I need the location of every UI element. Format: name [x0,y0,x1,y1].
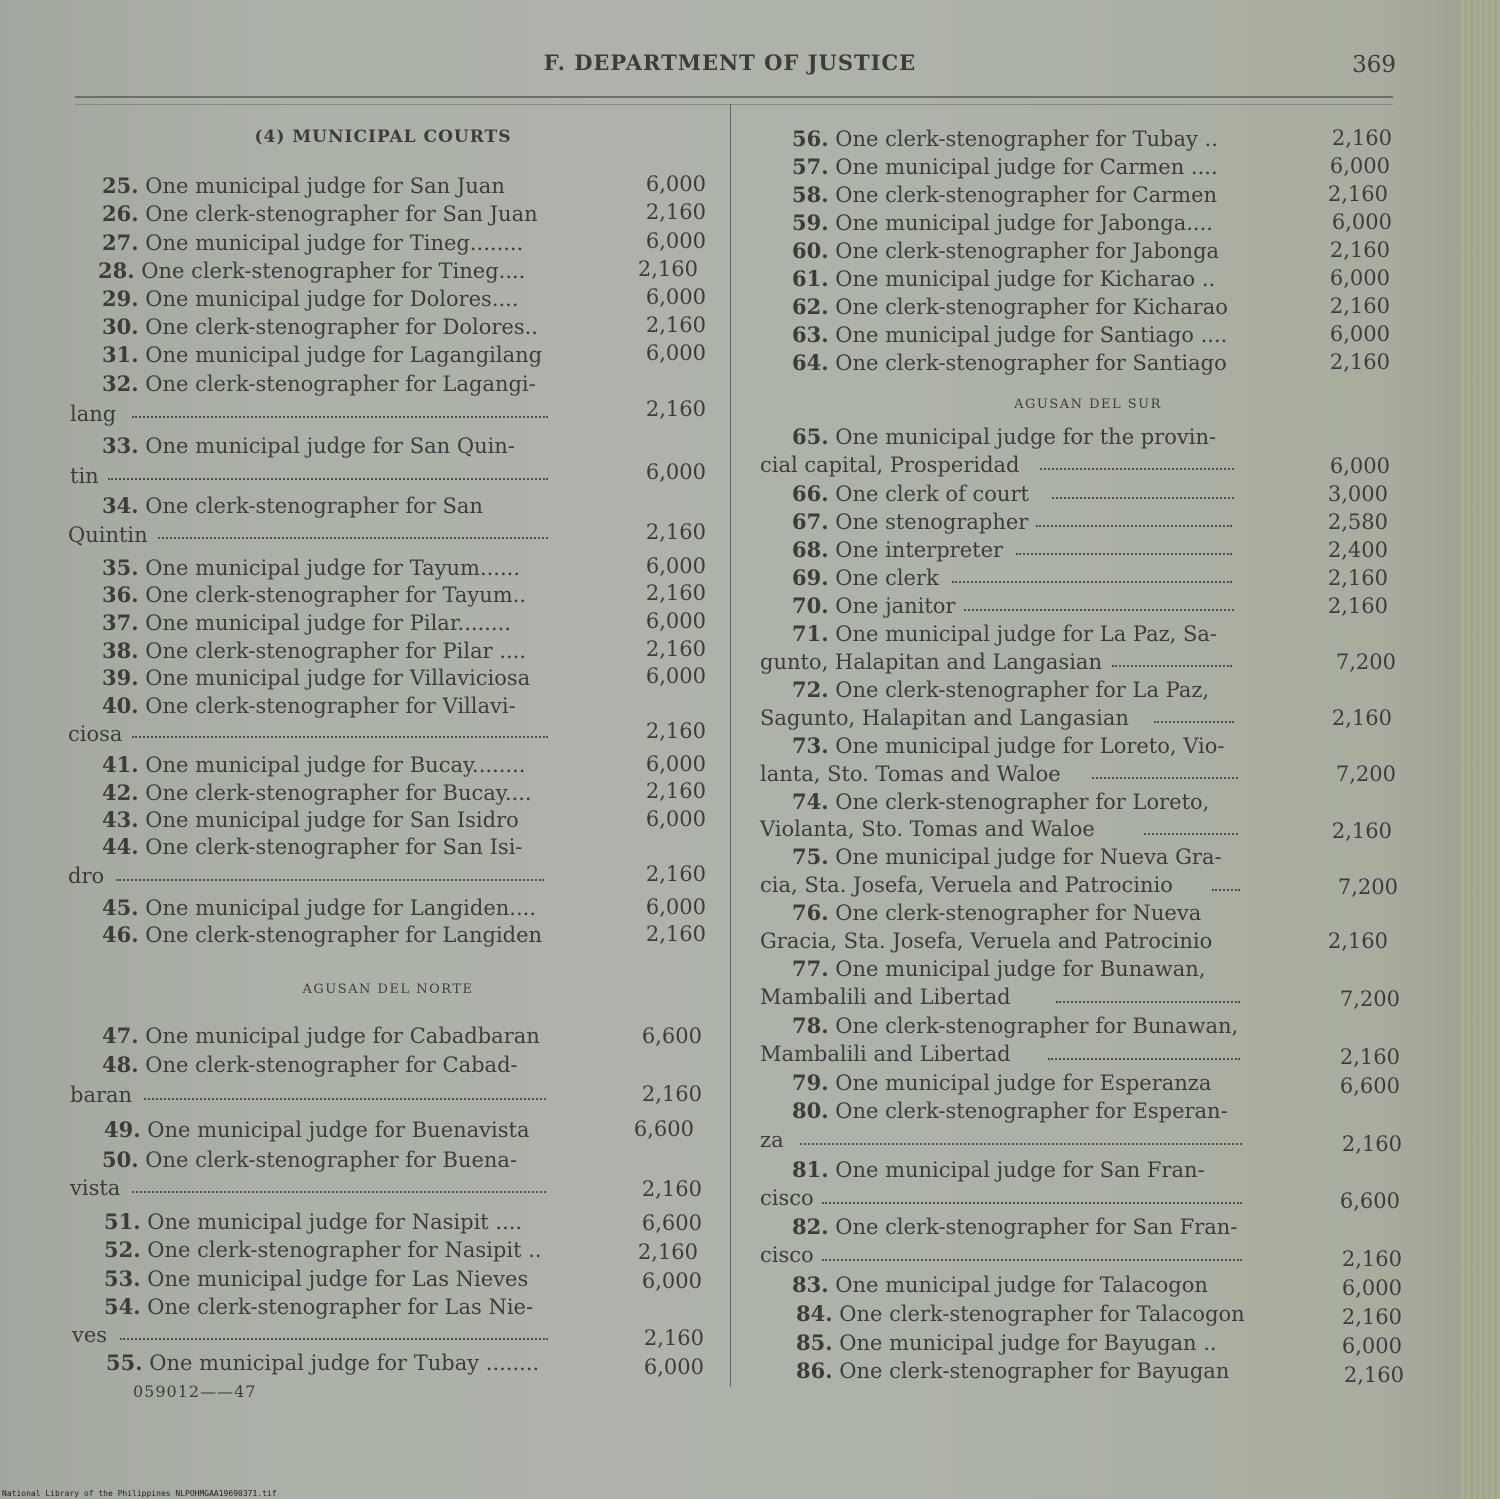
amount: 2,160 [1327,594,1388,618]
dot-leader [120,1338,548,1340]
amount: 6,600 [641,1211,702,1235]
amount: 6,000 [1329,322,1390,346]
amount: 2,160 [643,1326,704,1350]
scanned-page: F. DEPARTMENT OF JUSTICE 369 (4) MUNICIPAL COURTS 25. One municipal judge for San Juan 6,000 26. One clerk-stenographer for San Juan 2,160 27. One municipal judge for Tineg........ 6,000 28. One clerk-stenographer for Tineg.... 2,160 29. One municipal judge for Dolores.... 6,000 30. One clerk-stenographer for Dolores.. 2,160 31. One municipal judge for Lagangilang 6,000 32. One clerk-stenographer for Lagangi- lang 2,160 33. One municipal judge for San Quin- tin 6,000 34. One clerk-stenographer for San Quintin 2,160 35. One municipal judge for Tayum...... 6,000 36. One clerk-stenographer for Tayum.. 2,160 37. One municipal judge for Pilar........ 6,000 38. One clerk-stenographer for Pilar .... 2,160 39. One municipal judge for Villaviciosa 6,000 40. One clerk-stenographer for Villavi- ciosa 2,160 41. One municipal judge for Bucay........ 6,000 42. One clerk-stenographer for Bucay.... 2,160 43. One municipal judge for San Isidro 6,000 44. One clerk-stenographer for San Isi- dro 2,160 45. One municipal judge for Langiden.... 6,000 46. One clerk-stenographer for Langiden 2,160 AGUSAN DEL NORTE 47. One municipal judge for Cabadbaran 6,600 48. One clerk-stenographer for Cabad- baran 2,160 49. One municipal judge for Buenavista 6,600 50. One clerk-stenographer for Buena- vista 2,160 51. One municipal judge for Nasipit .... 6,600 52. One clerk-stenographer for Nasipit .. 2,160 53. One municipal judge for Las Nieves 6,000 54. One clerk-stenographer for Las Nie- ves 2,160 55. One municipal judge for Tubay ........ 6,000 059012——47 56. One clerk-stenographer for Tubay .. 2,160 57. One municipal judge for Carmen .... 6,000 58. One clerk-stenographer for Carmen 2,160 59. One municipal judge for Jabonga.... 6,000 60. One clerk-stenographer for Jabonga 2,160 61. One municipal judge for Kicharao .. 6,000 62. One clerk-stenographer for Kicharao 2,160 63. One municipal judge for Santiago .... 6,000 64. One clerk-stenographer for Santiago 2,160 AGUSAN DEL SUR 65. One municipal judge for the provin- cial capital, Prosperidad 6,000 66. One clerk of court 3,000 67. One stenographer 2,580 68. One interpreter 2,400 69. One clerk 2,160 70. One janitor 2,160 71. One municipal judge for La Paz, Sa- gunto, Halapitan and Langasian 7,200 72. One clerk-stenographer for La Paz, Sagunto, Halapitan and Langasian 2,160 73. One municipal judge for Loreto, Vio- lanta, Sto. Tomas and Waloe 7,200 74. One clerk-stenographer for Loreto, Violanta, Sto. Tomas and Waloe 2,160 75. One municipal judge for Nueva Gra- cia, Sta. Josefa, Veruela and Patrocinio 7,200 76. One clerk-stenographer for Nueva Gracia, Sta. Josefa, Veruela and Patrocinio 2,160 77. One municipal judge for Bunawan, Mambalili and Libertad 7,200 78. One clerk-stenographer for Bunawan, Mambalili and Libertad 2,160 79. One municipal judge for Esperanza 6,600 80. One clerk-stenographer for Esperan- za 2,160 81. One municipal judge for San Fran- cisco 6,600 82. One clerk-stenographer for San Fran- cisco 2,160 83. One municipal judge for Talacogon 6,000 84. One clerk-stenographer for Talacogon 2,160 85. One municipal judge for Bayugan .. 6,000 86. One clerk-stenographer for Bayugan 2,160 National Library of the Philippines NLPOHMGAA19690371.tif [0,0,1500,1499]
subsection-heading: AGUSAN DEL NORTE [302,982,474,997]
dot-leader [1092,777,1238,779]
amount: 6,000 [645,609,706,633]
dot-leader [1144,833,1238,835]
dot-leader [822,1259,1242,1261]
amount: 6,000 [645,229,706,253]
amount: 7,200 [1339,987,1400,1011]
scan-credit: National Library of the Philippines NLPOHMGAA19690371.tif [2,1489,277,1498]
amount: 2,160 [645,637,706,661]
amount: 2,160 [1327,566,1388,590]
amount: 3,000 [1327,482,1388,506]
amount: 2,160 [1331,706,1392,730]
amount: 2,400 [1327,538,1388,562]
amount: 2,160 [645,200,706,224]
section-heading: (4) MUNICIPAL COURTS [254,127,512,147]
amount: 6,000 [643,1355,704,1379]
amount: 6,000 [645,895,706,919]
amount: 2,160 [645,862,706,886]
amount: 2,160 [1329,350,1390,374]
amount: 6,000 [1341,1276,1402,1300]
amount: 2,160 [1327,182,1388,206]
amount: 6,600 [633,1117,694,1141]
amount: 6,000 [645,285,706,309]
amount: 6,000 [645,554,706,578]
amount: 6,000 [1331,210,1392,234]
dot-leader [116,879,544,881]
amount: 6,000 [645,460,706,484]
page-edge [1460,0,1500,1499]
dot-leader [132,1191,546,1193]
amount: 7,200 [1337,875,1398,899]
dot-leader [1048,1058,1240,1060]
amount: 2,160 [1329,238,1390,262]
amount: 2,160 [637,257,698,281]
amount: 6,000 [645,807,706,831]
amount: 2,160 [641,1177,702,1201]
amount: 2,580 [1327,510,1388,534]
amount: 2,160 [645,313,706,337]
amount: 2,160 [1341,1247,1402,1271]
amount: 6,000 [645,172,706,196]
page-number: 369 [1352,52,1396,78]
amount: 6,600 [1339,1189,1400,1213]
amount: 6,600 [1339,1074,1400,1098]
subsection-heading: AGUSAN DEL SUR [1014,397,1162,412]
dot-leader [1040,468,1234,470]
amount: 6,000 [1341,1334,1402,1358]
dot-leader [1036,525,1232,527]
amount: 6,000 [645,664,706,688]
amount: 2,160 [1343,1363,1404,1387]
dot-leader [1052,497,1234,499]
amount: 6,000 [1329,266,1390,290]
amount: 2,160 [645,581,706,605]
amount: 6,000 [1329,154,1390,178]
dot-leader [964,609,1234,611]
dot-leader [800,1143,1242,1145]
amount: 2,160 [1341,1132,1402,1156]
amount: 2,160 [641,1082,702,1106]
amount: 6,000 [1329,454,1390,478]
amount: 2,160 [637,1240,698,1264]
dot-leader [1212,889,1240,891]
amount: 2,160 [1327,929,1388,953]
page-title: F. DEPARTMENT OF JUSTICE [543,50,917,75]
amount: 2,160 [645,922,706,946]
amount: 2,160 [645,779,706,803]
dot-leader [1056,1001,1240,1003]
dot-leader [132,736,548,738]
amount: 7,200 [1335,762,1396,786]
amount: 2,160 [645,397,706,421]
amount: 6,000 [645,752,706,776]
column-divider [730,104,731,1387]
dot-leader [132,416,548,418]
dot-leader [952,581,1232,583]
amount: 6,000 [641,1269,702,1293]
dot-leader [1016,553,1232,555]
dot-leader [144,1098,546,1100]
dot-leader [1112,665,1232,667]
amount: 6,000 [645,341,706,365]
amount: 2,160 [1331,126,1392,150]
print-code: 059012——47 [133,1382,257,1401]
dot-leader [822,1202,1242,1204]
amount: 2,160 [1341,1305,1402,1329]
amount: 2,160 [1329,294,1390,318]
dot-leader [108,478,548,480]
dot-leader [1154,721,1234,723]
amount: 7,200 [1335,650,1396,674]
dot-leader [158,537,548,539]
header-rule [75,96,1393,105]
amount: 2,160 [1339,1045,1400,1069]
amount: 2,160 [1331,819,1392,843]
amount: 2,160 [645,520,706,544]
amount: 6,600 [641,1024,702,1048]
amount: 2,160 [645,719,706,743]
